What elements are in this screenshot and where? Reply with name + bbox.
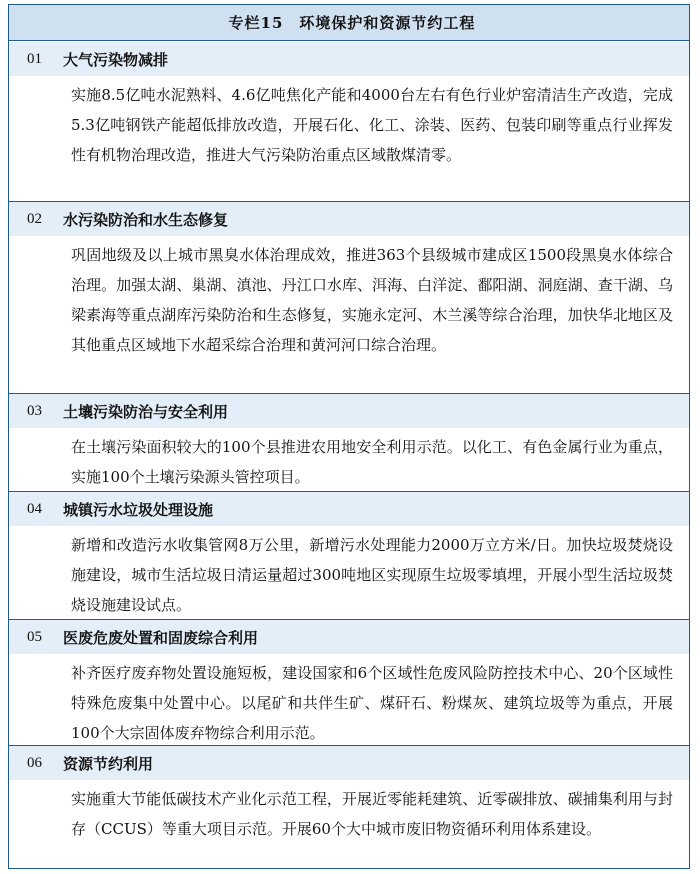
section-title: 水污染防治和水生态修复 — [63, 210, 229, 229]
section-04 — [9, 491, 689, 619]
column-title: 环境保护和资源节约工程 — [299, 14, 476, 32]
section-text: 实施重大节能低碳技术产业化示范工程，开展近零能耗建筑、近零碳排放、碳捕集利用与封存（CCUS）等重大项目示范。开展60个大中城市废旧物资循环利用体系建设。 — [71, 790, 673, 838]
section-03 — [9, 393, 689, 491]
section-title: 大气污染物减排 — [63, 50, 169, 69]
section-number: 02 — [27, 210, 42, 227]
section-text: 补齐医疗废弃物处置设施短板，建设国家和6个区域性危废风险防控技术中心、20个区域性特殊危废集中处置中心。以尾矿和共伴生矿、煤矸石、粉煤灰、建筑垃圾等为重点，开展100个大宗固体废弃物综合利用示范。 — [71, 664, 673, 742]
section-header — [9, 492, 689, 526]
section-text: 实施8.5亿吨水泥熟料、4.6亿吨焦化产能和4000台左右有色行业炉窑清洁生产改造，完成5.3亿吨钢铁产能超低排放改造，开展石化、化工、涂装、医药、包装印刷等重点行业挥发性有机物治理改造，推进大气污染防治重点区域散煤清零。 — [71, 86, 673, 164]
section-02 — [9, 201, 689, 393]
section-01 — [9, 42, 689, 201]
column-panel — [8, 4, 690, 869]
section-header — [9, 42, 689, 76]
section-header — [9, 746, 689, 780]
section-header — [9, 620, 689, 654]
column-number: 专栏15 — [228, 14, 284, 32]
section-title: 土壤污染防治与安全利用 — [63, 402, 229, 421]
section-title: 资源节约利用 — [63, 754, 154, 773]
section-text: 巩固地级及以上城市黑臭水体治理成效，推进363个县级城市建成区1500段黑臭水体综合治理。加强太湖、巢湖、滇池、丹江口水库、洱海、白洋淀、鄱阳湖、洞庭湖、查干湖、乌梁素海等重点湖库污染防治和生态修复，实施永定河、木兰溪等综合治理，加快华北地区及其他重点区域地下水超采综合治理和黄河河口综合治理。 — [71, 246, 673, 354]
section-number: 05 — [27, 628, 42, 645]
section-title: 医废危废处置和固废综合利用 — [63, 628, 259, 647]
section-06 — [9, 745, 689, 867]
section-number: 03 — [27, 402, 42, 419]
section-text: 新增和改造污水收集管网8万公里，新增污水处理能力2000万立方米/日。加快垃圾焚烧设施建设，城市生活垃圾日清运量超过300吨地区实现原生垃圾零填埋，开展小型生活垃圾焚烧设施建设试点。 — [71, 536, 673, 614]
section-title: 城镇污水垃圾处理设施 — [63, 500, 214, 519]
column-title-bar — [9, 5, 689, 41]
section-header — [9, 394, 689, 428]
section-header — [9, 202, 689, 236]
section-number: 01 — [27, 50, 42, 67]
section-number: 04 — [27, 500, 42, 517]
section-05 — [9, 619, 689, 745]
section-text: 在土壤污染面积较大的100个县推进农用地安全利用示范。以化工、有色金属行业为重点，实施100个土壤污染源头管控项目。 — [71, 438, 673, 486]
section-number: 06 — [27, 754, 42, 771]
